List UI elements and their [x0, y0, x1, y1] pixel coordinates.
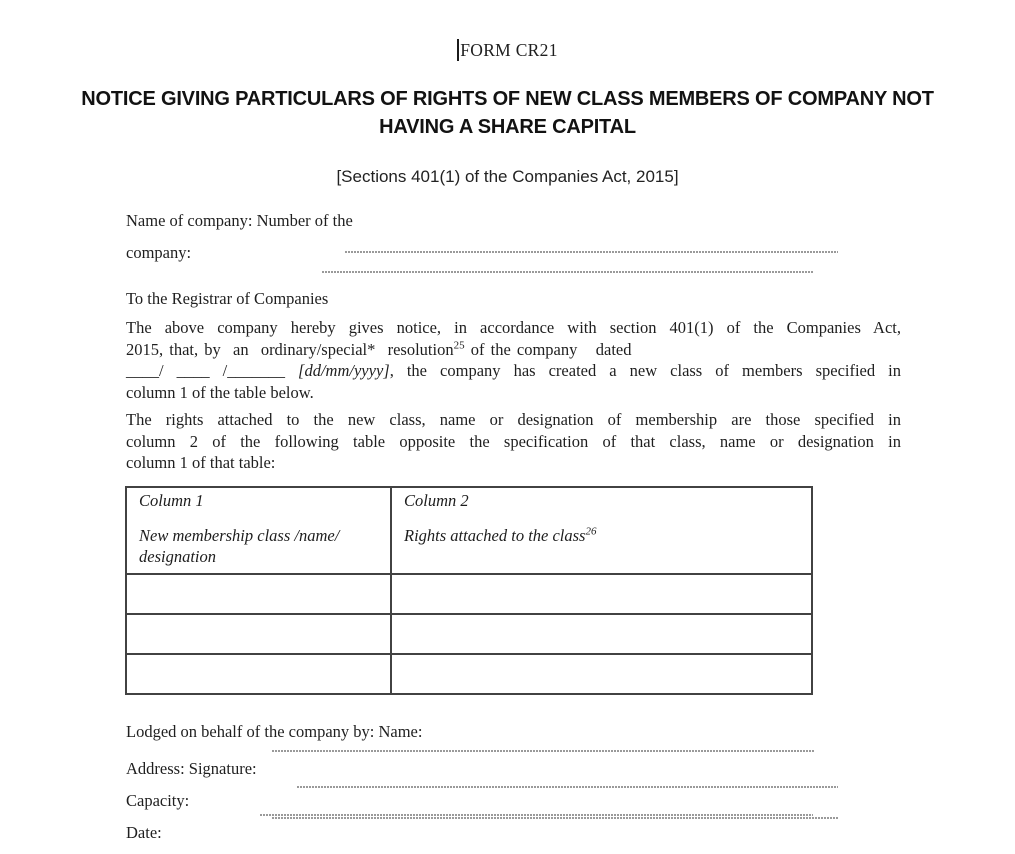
- column2-subheader: Rights attached to the class$^{26}$: [404, 525, 597, 545]
- rights-paragraph-line-3: column 1 of that table:: [126, 453, 276, 472]
- table-row: [126, 614, 812, 654]
- table-row: [126, 654, 812, 694]
- rights-paragraph-line-2: column 2 of the following table opposite the specification of that class, name or designation in: [126, 431, 901, 451]
- membership-class-cell[interactable]: [126, 574, 391, 614]
- company-label: company:: [126, 243, 192, 262]
- name-of-company-label: Name of company: Number of the: [126, 211, 353, 230]
- table-row: [126, 574, 812, 614]
- column1-header: Column 1: [139, 491, 204, 510]
- membership-table: [125, 486, 813, 695]
- name-fill-line[interactable]: [272, 750, 815, 752]
- rights-cell[interactable]: [391, 614, 812, 654]
- text-cursor: [457, 39, 459, 61]
- column2-header-cell: [391, 487, 812, 574]
- signature-fill-line[interactable]: [297, 786, 838, 788]
- rights-paragraph: [126, 409, 901, 474]
- date-blanks[interactable]: ____/ ____ /_______: [126, 361, 299, 380]
- notice-paragraph-line-1: The above company hereby gives notice, in accordance with section 401(1) of the Companies Act,: [126, 318, 901, 337]
- column1-header-cell: [126, 487, 391, 574]
- notice-paragraph-line-2: 2015, that, by an ordinary/special* resolution$^{25}$ of the company dated: [126, 339, 632, 359]
- form-title: FORM CR21: [460, 39, 558, 60]
- form-title-row: [0, 39, 1015, 61]
- membership-class-cell[interactable]: [126, 654, 391, 694]
- capacity-label: Capacity:: [126, 791, 190, 810]
- rights-cell[interactable]: [391, 574, 812, 614]
- date-label: Date:: [126, 823, 162, 842]
- notice-paragraph-line-4: column 1 of the table below.: [126, 382, 314, 402]
- lodged-by-label: Lodged on behalf of the company by: Name:: [126, 722, 423, 741]
- notice-paragraph-line-3: ____/ ____ /_______ [dd/mm/yyyy], the company has created a new class of members specified in: [126, 361, 901, 380]
- date-format-hint: [dd/mm/yyyy]: [298, 361, 390, 380]
- column2-header: Column 2: [404, 491, 469, 510]
- company-name-fill-line[interactable]: [345, 251, 838, 253]
- registrar-line: To the Registrar of Companies: [126, 289, 329, 308]
- address-signature-label: Address: Signature:: [126, 759, 257, 778]
- column1-subheader: New membership class /name/ designation: [139, 526, 340, 566]
- company-number-fill-line[interactable]: [322, 271, 813, 273]
- class-footnote-marker: 26: [585, 525, 597, 538]
- form-heading-line-1: NOTICE GIVING PARTICULARS OF RIGHTS OF NEW CLASS MEMBERS OF COMPANY NOT: [81, 88, 934, 110]
- statute-reference: [Sections 401(1) of the Companies Act, 2015]: [336, 167, 679, 186]
- table-header-row: [126, 487, 812, 574]
- date-fill-line[interactable]: [272, 817, 838, 819]
- rights-cell[interactable]: [391, 654, 812, 694]
- membership-class-cell[interactable]: [126, 614, 391, 654]
- resolution-footnote-marker: 25: [453, 339, 465, 351]
- form-heading-line-2: HAVING A SHARE CAPITAL: [379, 116, 636, 138]
- capacity-fill-line[interactable]: [260, 814, 813, 816]
- notice-paragraph: [126, 317, 901, 403]
- rights-paragraph-line-1: The rights attached to the new class, name or designation of membership are those specified in: [126, 410, 901, 429]
